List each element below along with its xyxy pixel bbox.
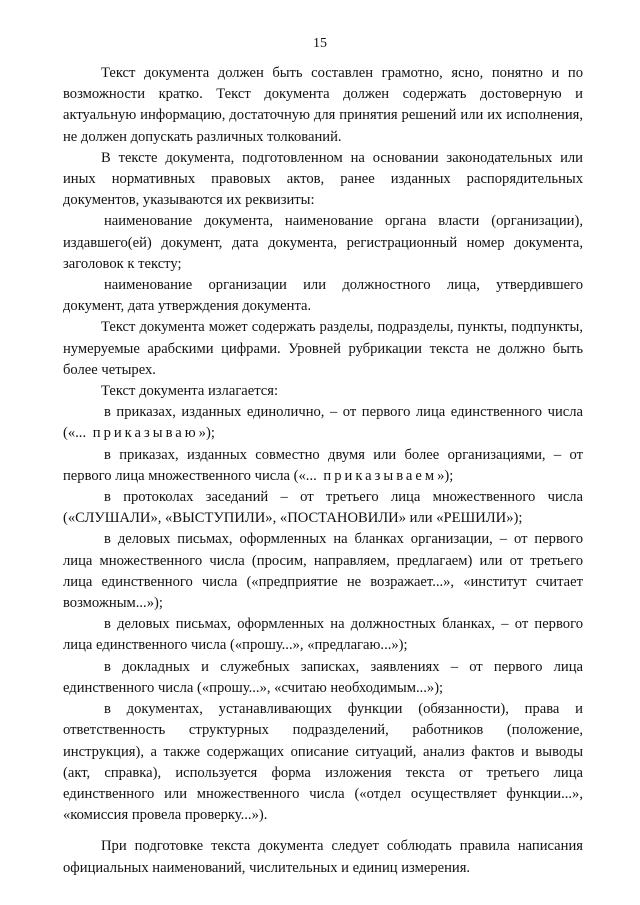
paragraph-text-requirements: Текст документа должен быть составлен грамотно, ясно, понятно и по возможности кратко. Текст документа должен содержать достоверную и актуальную информацию, достаточную для принятия решений или их исполнения, не должен допускать различных толкований. bbox=[63, 65, 583, 145]
spaced-word-prikazyvayu: приказываю bbox=[86, 425, 199, 442]
list-item-document-name: наименование документа, наименование органа власти (организации), издавшего(ей) документ, дата документа, регистрационный номер документа, заголовок к тексту; bbox=[63, 213, 583, 272]
list-item-memos: в докладных и служебных записках, заявлениях – от первого лица единственного числа («прошу...», «считаю необходимым...»); bbox=[63, 658, 583, 696]
document-body bbox=[63, 63, 583, 879]
page-number: 15 bbox=[313, 36, 327, 51]
list-item-protocols: в протоколах заседаний – от третьего лица множественного числа («СЛУШАЛИ», «ВЫСТУПИЛИ», «ПОСТАНОВИЛИ» или «РЕШИЛИ»); bbox=[63, 489, 583, 527]
list-item-org-letters: в деловых письмах, оформленных на бланках организации, – от первого лица множественного числа (просим, направляем, предлагаем) или от третьего лица единственного числа («предприятие не возражает...», «институт считает возможным...»); bbox=[63, 531, 583, 612]
list-item-official-letters: в деловых письмах, оформленных на должностных бланках, – от первого лица единственного числа («прошу...», «предлагаю...»); bbox=[63, 616, 583, 654]
paragraph-sections: Текст документа может содержать разделы, подразделы, пункты, подпункты, нумеруемые арабскими цифрами. Уровней рубрикации текста не должно быть более четырех. bbox=[63, 319, 583, 378]
list-item-orders-joint-lead: в приказах, изданных совместно двумя или более организациями, – от первого лица множественного числа («... bbox=[63, 446, 583, 484]
paragraph-requisites-intro: В тексте документа, подготовленном на основании законодательных или иных нормативных правовых актов, ранее изданных распорядительных документов, указываются их реквизиты: bbox=[63, 149, 583, 209]
spaced-word-prikazyvaem: приказываем bbox=[316, 467, 438, 484]
list-item-orders-single bbox=[63, 402, 583, 444]
list-item-function-documents: в документах, устанавливающих функции (обязанности), права и ответственность структурных подразделений, работников (положение, инструкция), а также содержащих описание ситуаций, анализ фактов и выводы (акт, справка), используется форма изложения текста от третьего лица единственного или множественного числа («отдел осуществляет функции...», «комиссия провела проверку...»). bbox=[63, 701, 583, 824]
list-item-orders-joint-tail: »); bbox=[437, 467, 454, 484]
paragraph-naming-rules: При подготовке текста документа следует соблюдать правила написания официальных наименований, числительных и единиц измерения. bbox=[63, 838, 583, 876]
paragraph-presentation-intro: Текст документа излагается: bbox=[101, 383, 279, 400]
list-item-orders-single-tail: »); bbox=[198, 425, 215, 442]
list-item-orders-joint bbox=[63, 445, 583, 487]
list-item-approver: наименование организации или должностного лица, утвердившего документ, дата утверждения документа. bbox=[63, 277, 583, 315]
list-item-orders-single-lead: в приказах, изданных единолично, – от первого лица единственного числа («... bbox=[63, 404, 583, 442]
